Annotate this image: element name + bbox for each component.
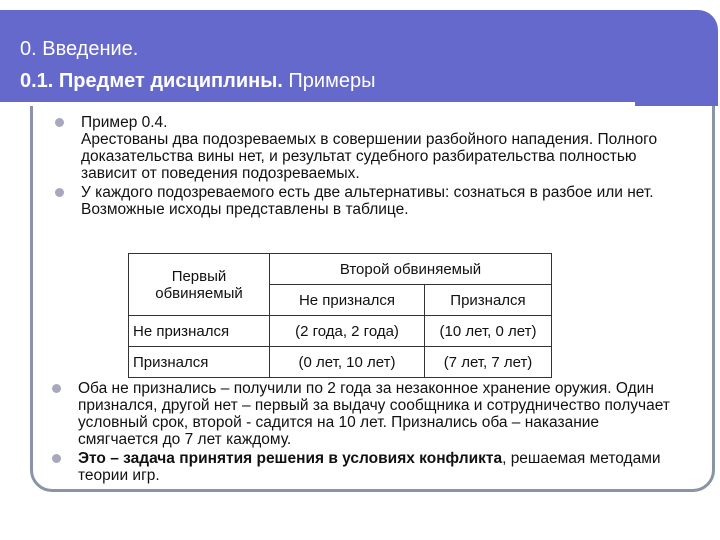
title-underline: [0, 102, 635, 106]
title-line-2: [20, 70, 375, 93]
title-rest: Примеры: [282, 70, 376, 92]
table-row: [129, 347, 552, 378]
table-row: [129, 254, 552, 285]
slide-header: [0, 10, 718, 106]
cell-nc: (10 лет, 0 лет): [425, 316, 552, 347]
second-accused-header: Второй обвиняемый: [270, 254, 552, 285]
bullet-dot-icon: [55, 188, 64, 197]
col-label-confessed: Признался: [425, 285, 552, 316]
payoff-table: [128, 253, 552, 378]
bullet-alternatives: [55, 184, 675, 218]
bullet-outcomes: [52, 380, 672, 448]
outcomes-text: Оба не признались – получили по 2 года за незаконное хранение оружия. Один признался, другой нет – первый за выдачу сообщника и сотрудничество получает условный срок, второй - садится на 10 лет. Признались оба – наказание смягчается до 7 лет каждому.: [78, 380, 670, 448]
row-label-not-confessed: Не признался: [129, 316, 270, 347]
title-line-1: 0. Введение.: [20, 38, 139, 60]
row-label-confessed: Признался: [129, 347, 270, 378]
col-label-not-confessed: Не признался: [270, 285, 425, 316]
table-row: [129, 316, 552, 347]
example-text: Арестованы два подозреваемых в совершении разбойного нападения. Полного доказательства вины нет, и результат судебного разбирательства полностью зависит от поведения подозреваемых.: [81, 131, 658, 182]
bullet-conclusion: [52, 450, 672, 484]
corner-cell: Первый обвиняемый: [129, 254, 270, 316]
conclusion-bold: Это – задача принятия решения в условиях конфликта: [78, 450, 503, 467]
title-bold: 0.1. Предмет дисциплины.: [20, 70, 283, 92]
conclusion-text: [78, 450, 672, 484]
bullets-top: [55, 114, 675, 220]
bullet-dot-icon: [52, 384, 61, 393]
bullet-example: [55, 114, 675, 182]
bullets-bottom: [52, 380, 672, 486]
example-heading: Пример 0.4.: [81, 114, 168, 131]
cell-cn: (0 лет, 10 лет): [270, 347, 425, 378]
bullet-dot-icon: [55, 118, 64, 127]
alternatives-text: У каждого подозреваемого есть две альтернативы: сознаться в разбое или нет. Возможные исходы представлены в таблице.: [81, 184, 654, 218]
cell-cc: (7 лет, 7 лет): [425, 347, 552, 378]
bullet-dot-icon: [52, 454, 61, 463]
conclusion-rest: , решаемая методами теории игр.: [78, 450, 661, 484]
cell-nn: (2 года, 2 года): [270, 316, 425, 347]
